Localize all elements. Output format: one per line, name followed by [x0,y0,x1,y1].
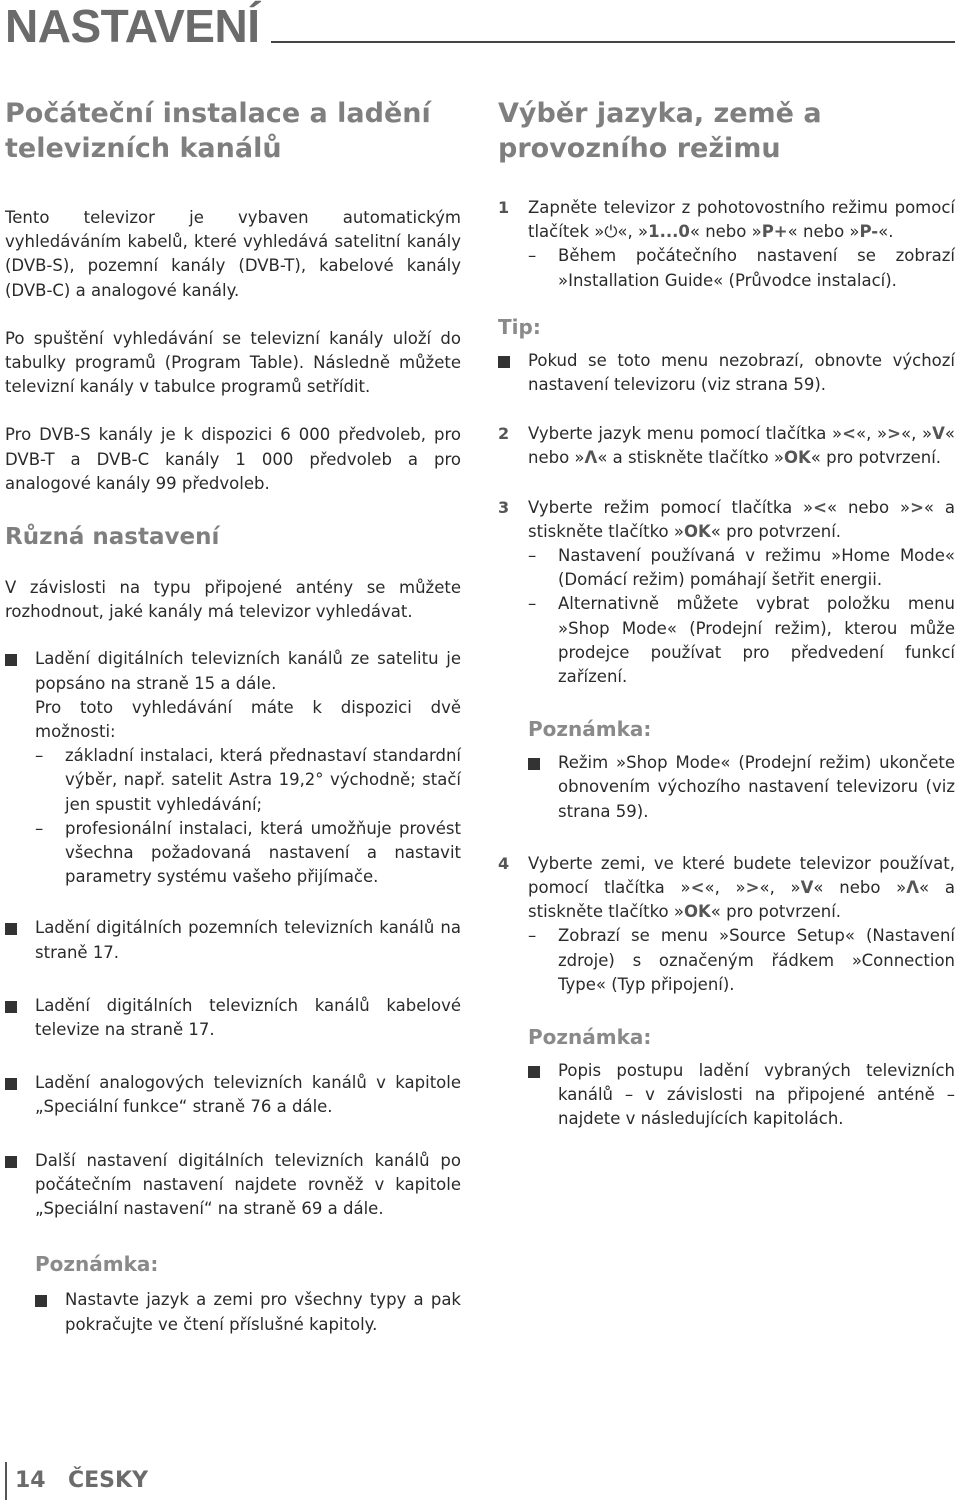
step-text: « pro potvrzení. [710,521,842,541]
dash-marker: – [528,246,537,266]
step-text: Vyberte režim pomocí tlačítka » [528,497,814,517]
dash-item [528,244,955,292]
note-label: Poznámka: [528,1025,652,1050]
step-4 [498,852,955,997]
bullet-square-icon [5,654,17,666]
dash-item [528,544,955,592]
note-item [528,1059,955,1132]
section-heading-language: Výběr jazyka, země a provozního režimu [498,98,822,164]
key-up: Λ [584,448,598,468]
step-number: 3 [498,497,510,517]
key-p-plus: P+ [761,222,788,242]
tip-text: Pokud se toto menu nezobrazí, obnovte výchozí nastavení televizoru (viz strana 59). [528,350,955,395]
key-down: V [800,878,814,898]
key-up: Λ [906,878,920,898]
key-right: > [910,497,924,517]
dash-item [528,924,955,997]
step-text: «, » [900,424,933,444]
key-left: < [813,497,827,517]
step-2 [498,422,955,470]
dash-marker: – [528,594,537,614]
bullet-text: Ladění digitálních pozemních televizních kanálů na straně 17. [35,918,461,962]
key-down: V [932,424,945,444]
dash-text: Zobrazí se menu »Source Setup« (Nastavení zdroje) s označeným řádkem »Connection Type« (Typ připojení). [558,926,955,994]
step-text: «, » [704,878,746,898]
step-text: « a stiskněte tlačítko » [528,497,955,541]
left-column [5,96,461,1337]
dash-text: Během počátečního nastavení se zobrazí »Installation Guide« (Průvodce instalací). [558,246,955,290]
step-3 [498,496,955,690]
intro-paragraph: Pro DVB-S kanály je k dispozici 6 000 předvoleb, pro DVB-T a DVB-C kanály 1 000 předvoleb a pro analogové kanály 99 předvoleb. [5,425,461,493]
dash-text: základní instalaci, která přednastaví standardní výběr, např. satelit Astra 19,2° východně; stačí jen spustit vyhledávání; [65,746,461,814]
step-number: 4 [498,853,510,873]
bullet-item-cable [5,994,461,1042]
step-text: « a stiskněte tlačítko » [597,448,784,468]
key-p-minus: P- [859,222,879,242]
key-ok: OK [783,448,811,468]
key-digits: 1...0 [648,222,690,242]
dash-marker: – [528,926,537,946]
dash-text: profesionální instalaci, která umožňuje provést všechna požadovaná nastavení a nastavit parametry systému vašeho přijímače. [65,818,461,887]
step-1 [498,196,955,293]
key-right: > [887,424,901,444]
dash-item [35,817,461,890]
step-text: Vyberte zemi, ve které budete televizor používat, pomocí tlačítka » [528,853,955,898]
bullet-square-icon [498,356,510,368]
bullet-square-icon [528,758,540,770]
step-text: « nebo » [787,222,860,242]
tip-item [498,349,955,397]
header-rule [271,41,955,43]
note-block [498,717,955,824]
bullet-square-icon [35,1295,47,1307]
language-label: ČESKY [68,1468,148,1493]
step-number: 1 [498,198,510,217]
step-text: « nebo » [528,424,956,468]
dash-item [35,744,461,817]
bullet-text: Další nastavení digitálních televizních kanálů po počátečním nastavení najdete rovněž v kapitole „Speciální nastavení“ na straně 69 a dále. [35,1150,461,1219]
bullet-item-analog [5,1071,461,1119]
step-text: « nebo » [689,222,762,242]
bullet-square-icon [5,1078,17,1090]
page-header [5,2,955,50]
page-number: 14 [5,1462,46,1500]
dash-marker: – [528,546,537,566]
key-ok: OK [683,902,711,922]
note-label: Poznámka: [35,1252,159,1277]
note-label: Poznámka: [528,717,652,742]
page-title: NASTAVENÍ [5,0,260,52]
note-block [498,1025,955,1132]
bullet-item-other [5,1149,461,1222]
key-left: < [842,424,856,444]
key-right: > [745,878,760,898]
bullet-text: Ladění digitálních televizních kanálů kabelové televize na straně 17. [35,995,461,1040]
power-icon: ⏻ [604,222,618,242]
step-text: «, » [759,878,801,898]
step-text: « pro potvrzení. [710,902,842,922]
step-text: « nebo » [826,497,911,517]
settings-intro: V závislosti na typu připojené antény se můžete rozhodnout, jaké kanály má televizor vyhledávat. [5,578,461,622]
dash-item [528,592,955,689]
note-text: Nastavte jazyk a zemi pro všechny typy a pak pokračujte ve čtení příslušné kapitoly. [65,1290,461,1334]
step-number: 2 [498,424,510,444]
intro-paragraph: Po spuštění vyhledávání se televizní kanály uloží do tabulky programů (Program Table). Následně můžete televizní kanály v tabulce programů setřídit. [5,328,461,397]
key-ok: OK [683,521,711,541]
dash-marker: – [35,818,44,838]
bullet-continuation: Pro toto vyhledávání máte k dispozici dvě možnosti: [35,697,461,742]
bullet-item-terrestrial [5,916,461,964]
section-heading-installation: Počáteční instalace a ladění televizních kanálů [5,98,431,164]
dash-text: Alternativně můžete vybrat položku menu »Shop Mode« (Prodejní režim), kterou může prodejce používat pro předvedení funkcí zařízení. [558,594,955,687]
subheading-settings: Různá nastavení [5,524,220,551]
bullet-square-icon [528,1066,540,1078]
bullet-item-satellite [5,647,461,889]
step-text: « a stiskněte tlačítko » [528,878,955,922]
dash-text: Nastavení používaná v režimu »Home Mode« (Domácí režim) pomáhají šetřit energii. [558,546,955,590]
step-text: «, » [855,424,888,444]
intro-paragraph: Tento televizor je vybaven automatickým vyhledáváním kabelů, které vyhledává satelitní kanály (DVB-S), pozemní kanály (DVB-T), kabelové kanály (DVB-C) a analogové kanály. [5,208,461,300]
dash-marker: – [35,746,44,766]
step-text: «, » [617,222,649,242]
step-text: «. [878,222,894,242]
note-item [528,751,955,824]
note-block [5,1252,461,1336]
key-left: < [690,878,705,898]
bullet-square-icon [5,923,17,935]
bullet-square-icon [5,1156,17,1168]
note-item [35,1288,461,1336]
step-text: « nebo » [813,878,907,898]
note-text: Režim »Shop Mode« (Prodejní režim) ukončete obnovením výchozího nastavení televizoru (viz strana 59). [558,753,955,821]
right-column [498,96,955,1132]
step-text: Vyberte jazyk menu pomocí tlačítka » [528,424,843,444]
bullet-text: Ladění analogových televizních kanálů v kapitole „Speciální funkce“ straně 76 a dále. [35,1073,461,1117]
step-text: Zapněte televizor z pohotovostního režimu pomocí tlačítek » [528,198,955,242]
note-text: Popis postupu ladění vybraných televizních kanálů – v závislosti na připojené anténě – najdete v následujících kapitolách. [558,1061,955,1129]
bullet-text: Ladění digitálních televizních kanálů ze satelitu je popsáno na straně 15 a dále. [35,649,461,693]
tip-label: Tip: [498,314,541,339]
step-text: « pro potvrzení. [810,448,942,468]
bullet-square-icon [5,1001,17,1013]
